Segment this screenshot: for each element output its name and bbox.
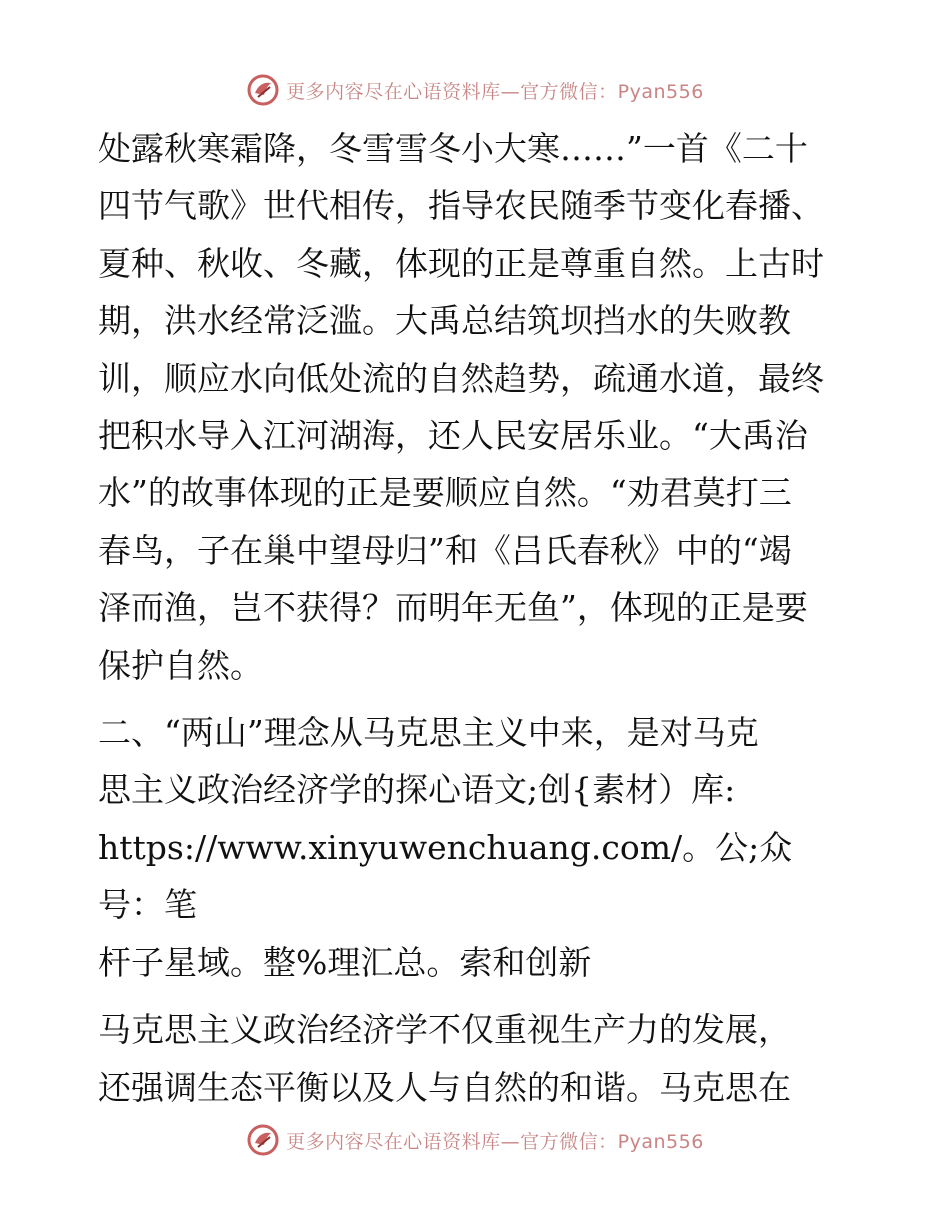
document-body [98,120,850,1116]
paragraph: 处露秋寒霜降，冬雪雪冬小大寒……”一首《二十 四节气歌》世代相传，指导农民随季节变化春播、 夏种、秋收、冬藏，体现的正是尊重自然。上古时 期，洪水经常泛滥。大禹总结筑坝挡水的失败教 训，顺应水向低处流的自然趋势，疏通水道，最终 把积水导入江河湖海，还人民安居乐业。“大禹治 水”的故事体现的正是要顺应自然。“劝君莫打三 春鸟，子在巢中望母归”和《吕氏春秋》中的“竭 泽而渔，岂不获得？而明年无鱼”，体现的正是要 保护自然。 [98,129,824,685]
logo-icon [246,73,280,107]
footer-watermark [0,1118,950,1162]
logo-icon [246,1123,280,1157]
watermark-text: 更多内容尽在心语资料库—官方微信：Pyan556 [286,80,704,103]
paragraph: 二、“两山”理念从马克思主义中来，是对马克 思主义政治经济学的探心语文;创{素材）库: https://www.xinyuwenchuang.com/。公;众号：笔 杆子星域。整%理汇总。索和创新 [98,713,793,982]
paragraph: 马克思主义政治经济学不仅重视生产力的发展， 还强调生态平衡以及人与自然的和谐。马克思在 [98,1010,791,1107]
watermark-text: 更多内容尽在心语资料库—官方微信：Pyan556 [286,1130,704,1153]
header-watermark [0,68,950,112]
